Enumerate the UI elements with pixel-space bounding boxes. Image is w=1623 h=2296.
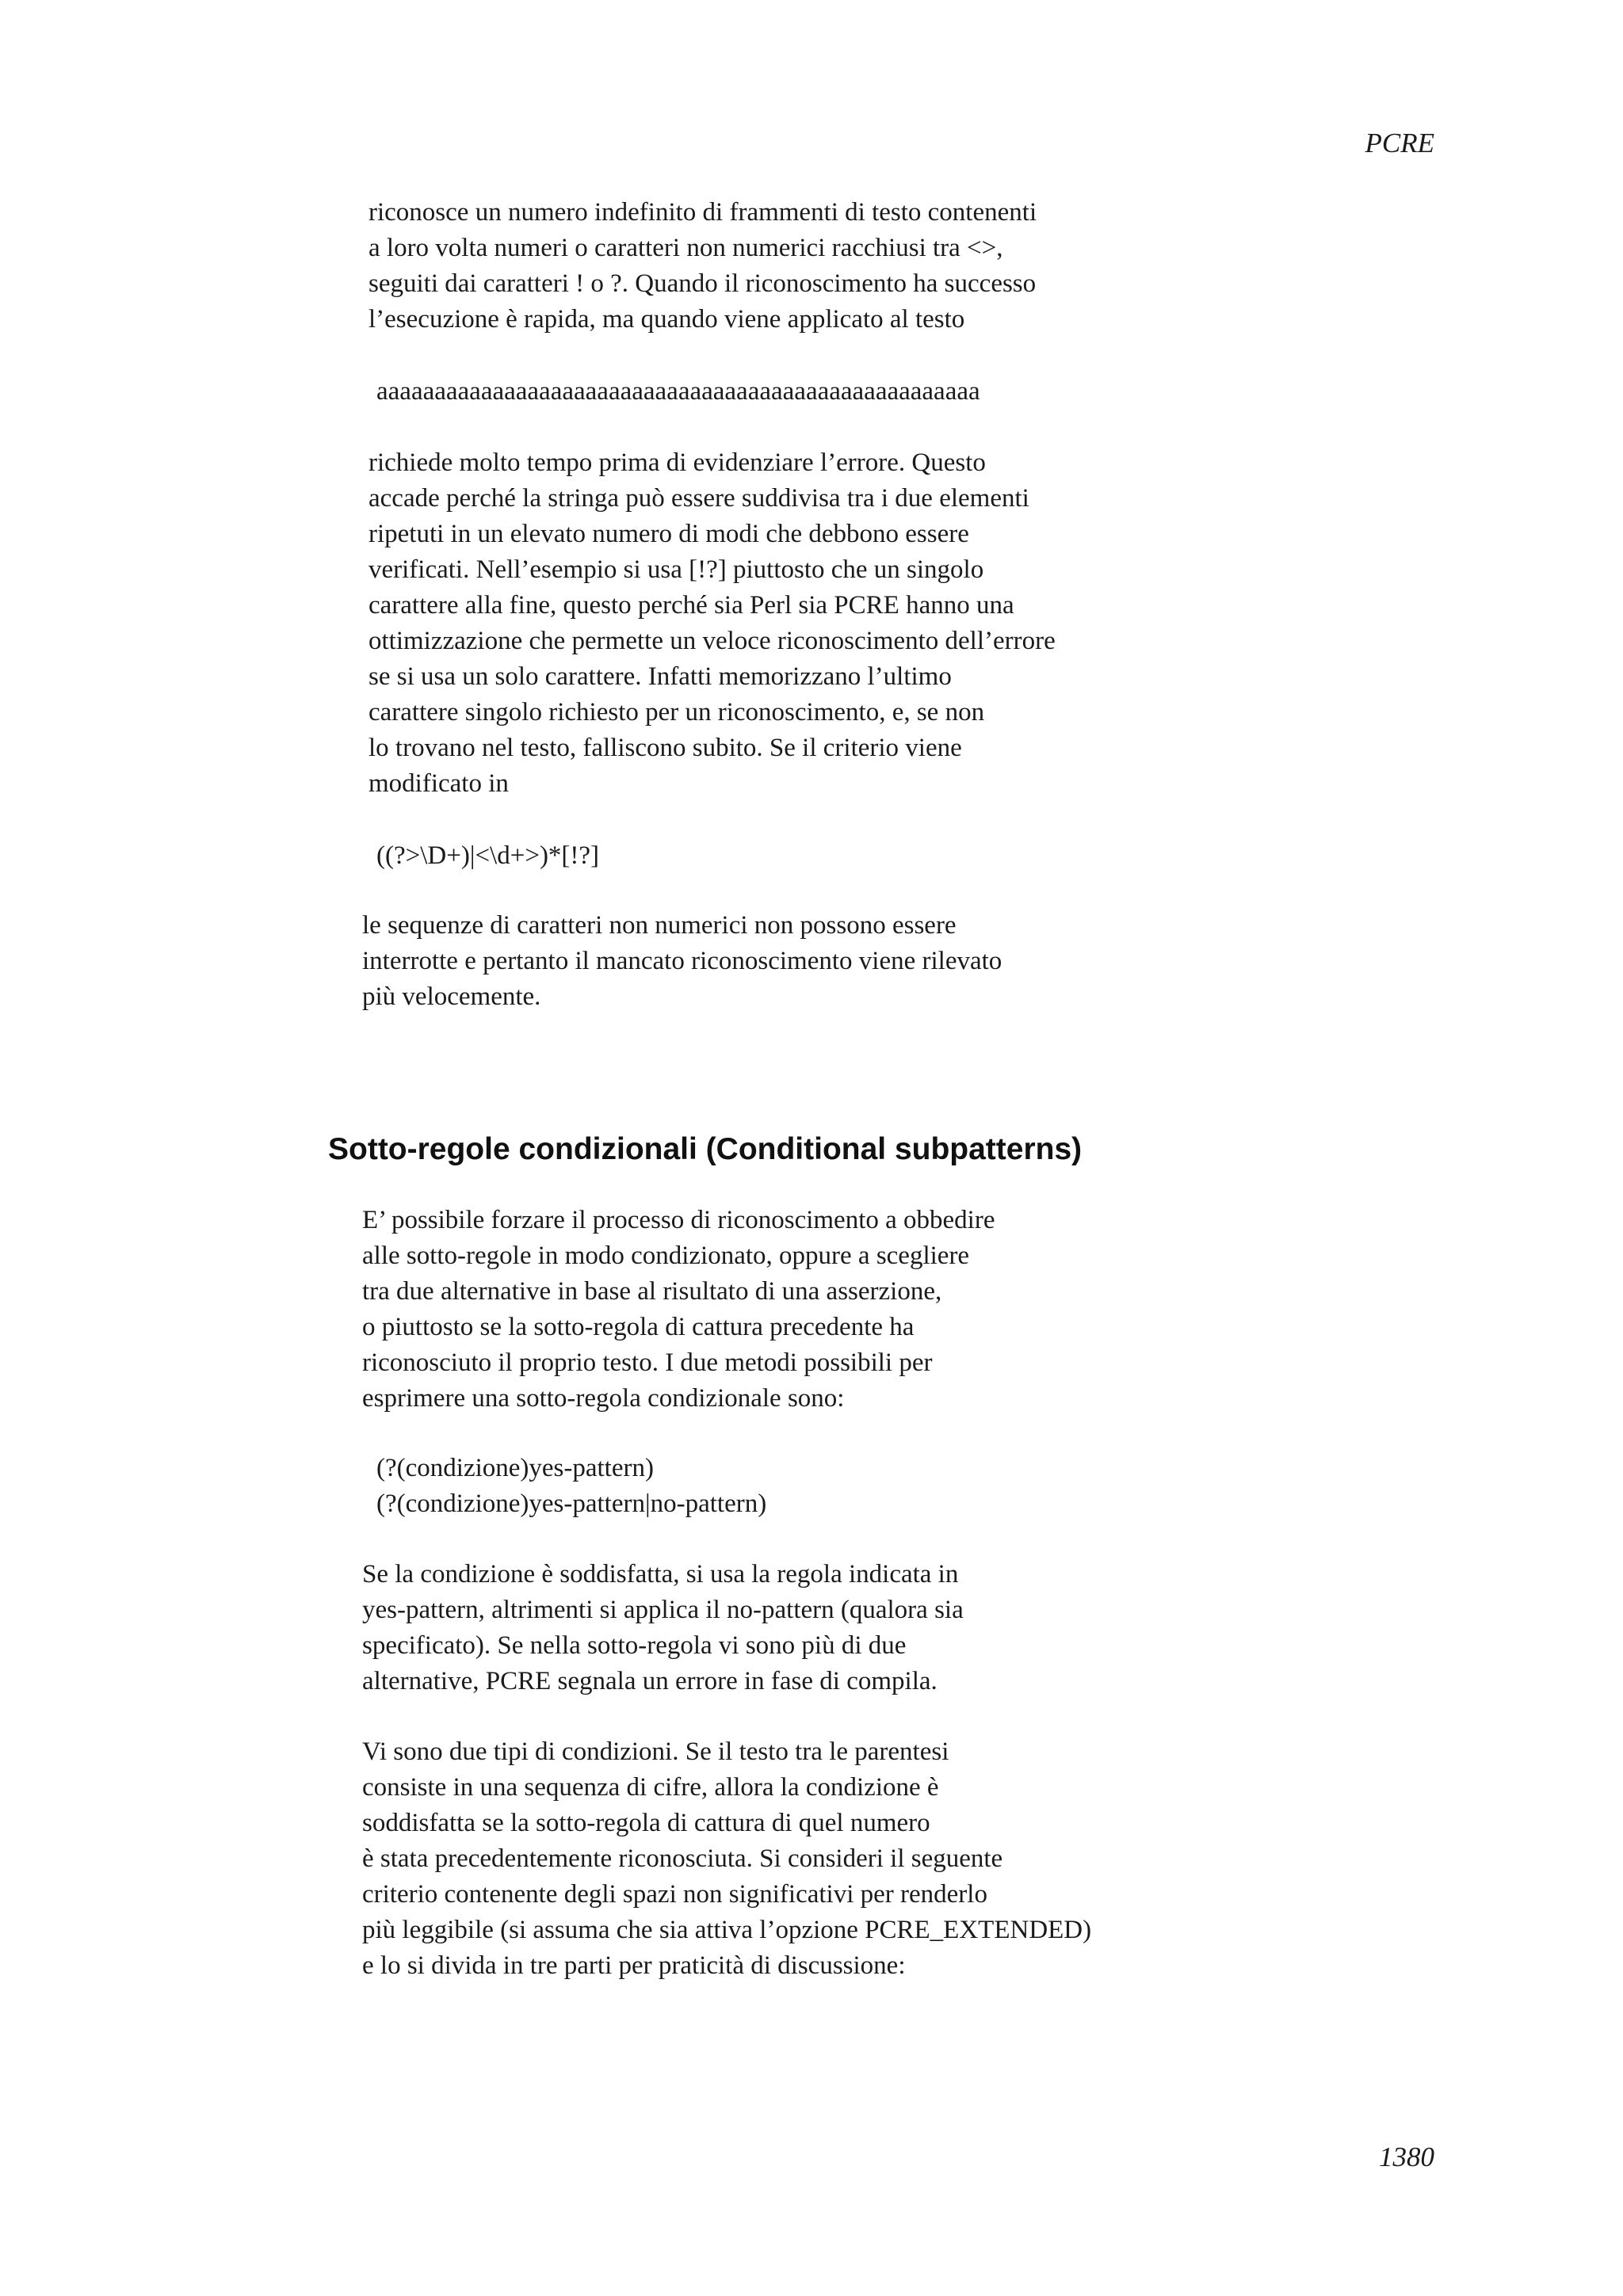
text-line: yes-pattern, altrimenti si applica il no-pattern (qualora sia [362, 1596, 964, 1624]
code-example-3 [376, 1451, 766, 1522]
paragraph-3 [362, 908, 1002, 1015]
text-line: modificato in [369, 769, 509, 798]
running-header: PCRE [1365, 128, 1434, 158]
text-line: le sequenze di caratteri non numerici non possono essere [362, 911, 957, 940]
text-line: se si usa un solo carattere. Infatti memorizzano l’ultimo [369, 662, 952, 691]
paragraph-6 [362, 1734, 1091, 1984]
text-line: carattere singolo richiesto per un riconoscimento, e, se non [369, 698, 985, 727]
text-line: ottimizzazione che permette un veloce riconoscimento dell’errore [369, 627, 1056, 655]
paragraph-4 [362, 1203, 995, 1417]
text-line: specificato). Se nella sotto-regola vi sono più di due [362, 1631, 907, 1660]
text-line: più leggibile (si assuma che sia attiva l’opzione PCRE_EXTENDED) [362, 1916, 1092, 1944]
text-line: Vi sono due tipi di condizioni. Se il testo tra le parentesi [362, 1737, 949, 1766]
code-example-1 [376, 374, 980, 410]
text-line: esprimere una sotto-regola condizionale sono: [362, 1384, 845, 1413]
text-line: criterio contenente degli spazi non significativi per renderlo [362, 1880, 987, 1909]
code-line: ((?>\D+)|<\d+>)*[!?] [376, 841, 600, 870]
text-line: E’ possibile forzare il processo di riconoscimento a obbedire [362, 1206, 995, 1234]
page-number: 1380 [1379, 2142, 1434, 2172]
text-line: alle sotto-regole in modo condizionato, oppure a scegliere [362, 1241, 970, 1270]
text-line: seguiti dai caratteri ! o ?. Quando il riconoscimento ha successo [369, 269, 1037, 298]
text-line: carattere alla fine, questo perché sia Perl sia PCRE hanno una [369, 591, 1014, 620]
paragraph-1 [369, 195, 1037, 338]
text-line: l’esecuzione è rapida, ma quando viene applicato al testo [369, 305, 965, 334]
text-line: e lo si divida in tre parti per praticità di discussione: [362, 1951, 906, 1980]
text-line: a loro volta numeri o caratteri non numerici racchiusi tra <>, [369, 234, 1003, 262]
paragraph-5 [362, 1557, 964, 1699]
text-line: tra due alternative in base al risultato di una asserzione, [362, 1277, 942, 1306]
text-line: ripetuti in un elevato numero di modi che debbono essere [369, 520, 969, 548]
code-line: (?(condizione)yes-pattern) [376, 1454, 654, 1482]
text-line: consiste in una sequenza di cifre, allora la condizione è [362, 1773, 939, 1802]
text-line: verificati. Nell’esempio si usa [!?] piuttosto che un singolo [369, 555, 984, 584]
text-line: è stata precedentemente riconosciuta. Si consideri il seguente [362, 1844, 1003, 1873]
text-line: più velocemente. [362, 982, 541, 1011]
text-line: alternative, PCRE segnala un errore in fase di compila. [362, 1667, 938, 1695]
text-line: riconosce un numero indefinito di frammenti di testo contenenti [369, 198, 1037, 227]
code-example-2 [376, 838, 599, 874]
code-line: (?(condizione)yes-pattern|no-pattern) [376, 1489, 767, 1518]
code-line: aaaaaaaaaaaaaaaaaaaaaaaaaaaaaaaaaaaaaaaaaaaaaaaaaaaa [376, 377, 980, 406]
text-line: accade perché la stringa può essere suddivisa tra i due elementi [369, 484, 1029, 513]
section-heading: Sotto-regole condizionali (Conditional subpatterns) [328, 1132, 1083, 1166]
text-line: interrotte e pertanto il mancato riconoscimento viene rilevato [362, 947, 1002, 975]
paragraph-2 [369, 445, 1056, 802]
text-line: soddisfatta se la sotto-regola di cattura di quel numero [362, 1809, 930, 1837]
text-line: o piuttosto se la sotto-regola di cattura precedente ha [362, 1313, 915, 1341]
text-line: riconosciuto il proprio testo. I due metodi possibili per [362, 1348, 933, 1377]
text-line: richiede molto tempo prima di evidenziare l’errore. Questo [369, 448, 986, 477]
text-line: Se la condizione è soddisfatta, si usa la regola indicata in [362, 1560, 959, 1589]
text-line: lo trovano nel testo, falliscono subito. Se il criterio viene [369, 734, 962, 762]
